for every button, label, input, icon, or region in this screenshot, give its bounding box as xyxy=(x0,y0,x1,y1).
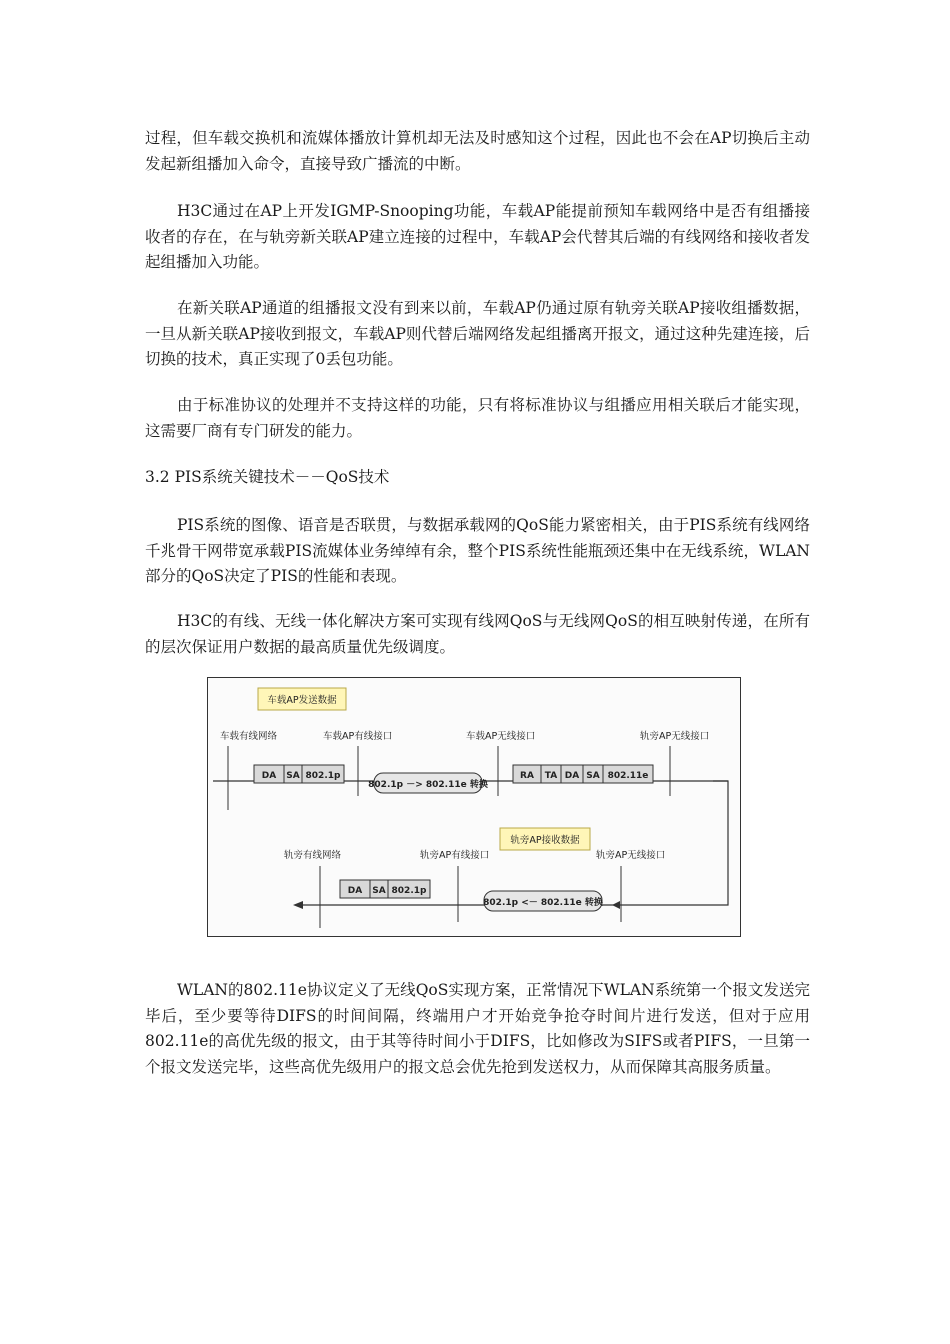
field-label: DA xyxy=(564,771,580,781)
field-label: SA xyxy=(586,771,600,781)
bottom-arrowhead xyxy=(293,901,303,909)
recv-title: 轨旁AP接收数据 xyxy=(510,835,580,846)
paragraph-3: 在新关联AP通道的组播报文没有到来以前，车载AP仍通过原有轨旁关联AP接收组播数据，一旦从新关联AP接收到报文，车载AP则代替后端网络发起组播离开报文，通过这种先建连接，后切换的技术，真正实现了0丢包功能。 xyxy=(145,299,810,368)
field-label: 802.11e xyxy=(607,771,649,781)
section-heading: 3.2 PIS系统关键技术－－QoS技术 xyxy=(145,468,390,486)
diagram-svg xyxy=(208,678,742,938)
field-label: DA xyxy=(261,771,277,781)
paragraph-7: WLAN的802.11e协议定义了无线QoS实现方案，正常情况下WLAN系统第一个报文发送完毕后，至少要等待DIFS的时间间隔，终端用户才开始竞争抢夺时间片进行发送，但对于应用802.11e的高优先级的报文，由于其等待时间小于DIFS，比如修改为SIFS或者PIFS，一旦第一个报文发送完毕，这些高优先级用户的报文总会优先抢到发送权力，从而保障其高服务质量。 xyxy=(145,981,810,1076)
paragraph-5: PIS系统的图像、语音是否联贯，与数据承载网的QoS能力紧密相关，由于PIS系统有线网络千兆骨干网带宽承载PIS流媒体业务绰绰有余，整个PIS系统性能瓶颈还集中在无线系统，WLAN部分的QoS决定了PIS的性能和表现。 xyxy=(145,516,810,585)
label-wired-port: 车载AP有线接口 xyxy=(323,731,393,742)
field-label: SA xyxy=(372,886,386,896)
qos-mapping-diagram xyxy=(207,677,741,937)
paragraph-2: H3C通过在AP上开发IGMP-Snooping功能，车载AP能提前预知车载网络中是否有组播接收者的存在，在与轨旁新关联AP建立连接的过程中，车载AP会代替其后端的有线网络和接收者发起组播加入功能。 xyxy=(145,202,810,271)
field-label: 802.1p xyxy=(305,771,341,781)
convert-label-top: 802.1p －> 802.11e 转换 xyxy=(368,780,488,790)
field-label: SA xyxy=(286,771,300,781)
paragraph-1: 过程，但车载交换机和流媒体播放计算机却无法及时感知这个过程，因此也不会在AP切换后主动发起新组播加入命令，直接导致广播流的中断。 xyxy=(145,129,810,173)
return-line xyxy=(620,781,728,905)
paragraph-4: 由于标准协议的处理并不支持这样的功能，只有将标准协议与组播应用相关联后才能实现，这需要厂商有专门研发的能力。 xyxy=(145,396,810,440)
field-label: RA xyxy=(520,771,534,781)
label-wired-net: 车载有线网络 xyxy=(220,731,278,742)
convert-label-bottom: 802.1p <－ 802.11e 转换 xyxy=(483,898,603,908)
label-track-wired-port: 轨旁AP有线接口 xyxy=(420,850,490,861)
send-title: 车载AP发送数据 xyxy=(267,695,337,706)
paragraph-6: H3C的有线、无线一体化解决方案可实现有线网QoS与无线网QoS的相互映射传递，在所有的层次保证用户数据的最高质量优先级调度。 xyxy=(145,612,810,656)
label-wireless-port: 车载AP无线接口 xyxy=(466,731,536,742)
field-label: DA xyxy=(347,886,363,896)
field-label: 802.1p xyxy=(391,886,427,896)
label-track-wired-net: 轨旁有线网络 xyxy=(284,850,342,861)
label-track-wireless-port: 轨旁AP无线接口 xyxy=(596,850,666,861)
label-track-wireless: 轨旁AP无线接口 xyxy=(640,731,710,742)
field-label: TA xyxy=(544,771,558,781)
